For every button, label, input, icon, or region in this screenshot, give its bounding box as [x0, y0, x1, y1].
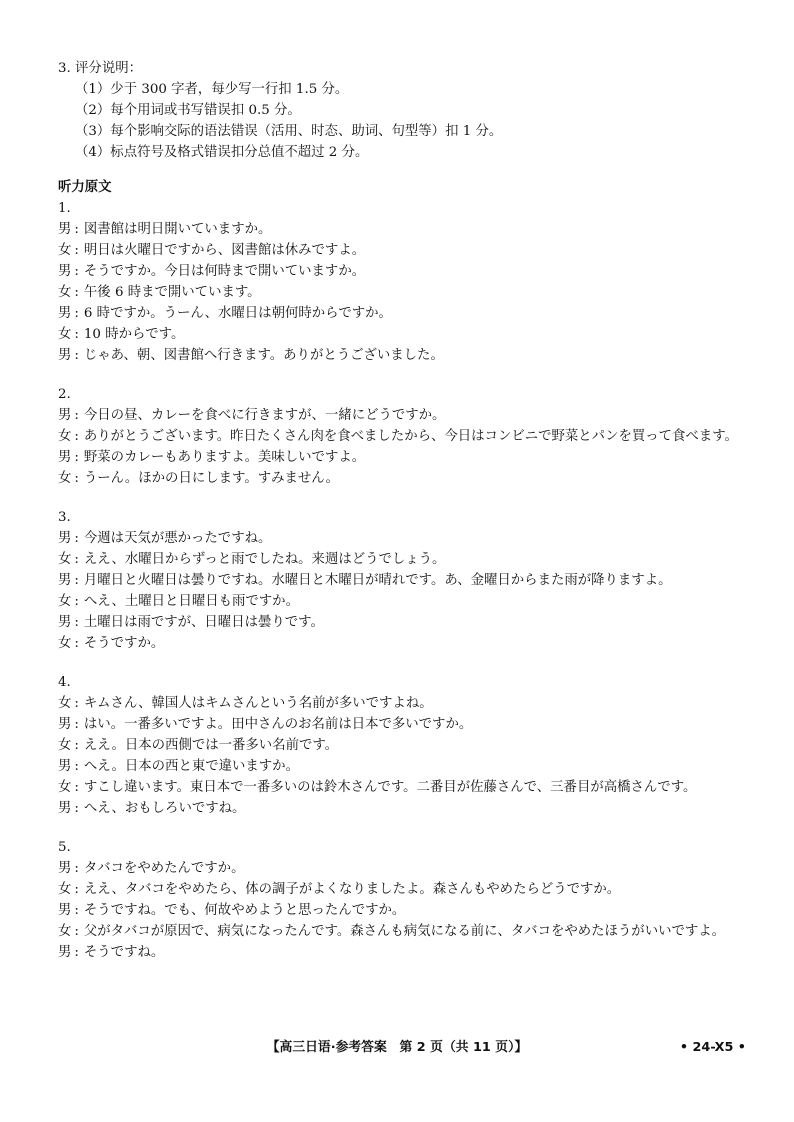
- utterance-text: ええ、タバコをやめたら、体の調子がよくなりましたよ。森さんもやめたらどうですか。: [83, 882, 621, 897]
- speaker-colon: :: [74, 615, 79, 630]
- utterance-text: そうですね。: [83, 945, 165, 960]
- utterance-text: はい。一番多いですよ。田中さんのお名前は日本で多いですか。: [83, 717, 473, 732]
- speaker-label: 女: [58, 552, 72, 567]
- speaker-colon: :: [74, 882, 79, 897]
- dialogue-line: [58, 942, 748, 963]
- speaker-colon: :: [74, 450, 79, 465]
- dialogue-line: [58, 468, 748, 489]
- speaker-colon: :: [74, 780, 79, 795]
- dialogue-block: [58, 198, 748, 366]
- dialogue-block: [58, 507, 748, 654]
- speaker-label: 男: [58, 759, 72, 774]
- utterance-text: そうですか。: [83, 636, 165, 651]
- dialogue-line: [58, 591, 748, 612]
- speaker-label: 男: [58, 222, 72, 237]
- speaker-label: 男: [58, 450, 72, 465]
- dialogue-block: [58, 384, 748, 489]
- dialogue-block: [58, 837, 748, 963]
- dialogue-line: [58, 219, 748, 240]
- dialogue-number: 4.: [58, 675, 71, 690]
- scoring-section: [58, 58, 748, 163]
- speaker-label: 男: [58, 801, 72, 816]
- speaker-label: 男: [58, 408, 72, 423]
- utterance-text: 土曜日は雨ですが、日曜日は曇りです。: [83, 615, 324, 630]
- dialogue-line: [58, 549, 748, 570]
- speaker-colon: :: [74, 759, 79, 774]
- utterance-text: 今日の昼、カレーを食べに行きますが、一緒にどうですか。: [83, 408, 446, 423]
- speaker-label: 男: [58, 717, 72, 732]
- dialogue-line: [58, 405, 748, 426]
- speaker-label: 女: [58, 594, 72, 609]
- speaker-colon: :: [74, 573, 79, 588]
- dialogue-line: [58, 633, 748, 654]
- utterance-text: 午後 6 時まで開いています。: [83, 285, 261, 300]
- speaker-colon: :: [74, 903, 79, 918]
- speaker-colon: :: [74, 429, 79, 444]
- speaker-label: 男: [58, 306, 72, 321]
- utterance-text: そうですか。今日は何時まで開いていますか。: [83, 264, 366, 279]
- speaker-colon: :: [74, 285, 79, 300]
- dialogue-line: [58, 798, 748, 819]
- utterance-text: 父がタバコが原因で、病気になったんです。森さんも病気になる前に、タバコをやめたほうがいいですよ。: [83, 924, 726, 939]
- dialogue-line: [58, 324, 748, 345]
- speaker-colon: :: [74, 636, 79, 651]
- scoring-item: （3）每个影响交际的语法错误（活用、时态、助词、句型等）扣 1 分。: [75, 124, 503, 139]
- speaker-label: 男: [58, 264, 72, 279]
- utterance-text: 今週は天気が悪かったですね。: [83, 531, 272, 546]
- speaker-colon: :: [74, 717, 79, 732]
- utterance-text: 明日は火曜日ですから、図書館は休みですよ。: [83, 243, 366, 258]
- dialogue-line: [58, 777, 748, 798]
- speaker-label: 男: [58, 861, 72, 876]
- speaker-colon: :: [74, 945, 79, 960]
- speaker-label: 女: [58, 429, 72, 444]
- speaker-colon: :: [74, 348, 79, 363]
- transcript-dialogues: [58, 198, 748, 963]
- dialogue-line: [58, 426, 748, 447]
- utterance-text: ありがとうございます。昨日たくさん肉を食べましたから、今日はコンビニで野菜とパンを買って食べます。: [83, 429, 738, 444]
- dialogue-line: [58, 879, 748, 900]
- dialogue-line: [58, 858, 748, 879]
- utterance-text: うーん。ほかの日にします。すみません。: [83, 471, 339, 486]
- utterance-text: すこし違います。東日本で一番多いのは鈴木さんです。二番目が佐藤さんで、三番目が高橋さんです。: [83, 780, 697, 795]
- speaker-colon: :: [74, 222, 79, 237]
- speaker-colon: :: [74, 243, 79, 258]
- utterance-text: ええ。日本の西側では一番多い名前です。: [83, 738, 339, 753]
- scoring-item: （1）少于 300 字者，每少写一行扣 1.5 分。: [75, 82, 349, 97]
- dialogue-line: [58, 921, 748, 942]
- dialogue-line: [58, 345, 748, 366]
- utterance-text: じゃあ、朝、図書館へ行きます。ありがとうございました。: [83, 348, 444, 363]
- speaker-colon: :: [74, 552, 79, 567]
- dialogue-line: [58, 282, 748, 303]
- dialogue-number: 3.: [58, 510, 71, 525]
- speaker-label: 女: [58, 882, 72, 897]
- utterance-text: タバコをやめたんですか。: [83, 861, 245, 876]
- dialogue-number: 1.: [58, 201, 71, 216]
- transcript-heading: 听力原文: [58, 180, 112, 195]
- dialogue-line: [58, 756, 748, 777]
- utterance-text: へえ、土曜日と日曜日も雨ですか。: [83, 594, 299, 609]
- speaker-label: 女: [58, 327, 72, 342]
- dialogue-line: [58, 612, 748, 633]
- speaker-label: 男: [58, 615, 72, 630]
- speaker-colon: :: [74, 801, 79, 816]
- speaker-label: 女: [58, 780, 72, 795]
- speaker-label: 男: [58, 573, 72, 588]
- speaker-label: 女: [58, 636, 72, 651]
- speaker-label: 女: [58, 285, 72, 300]
- dialogue-block: [58, 672, 748, 819]
- speaker-label: 女: [58, 696, 72, 711]
- speaker-colon: :: [74, 327, 79, 342]
- utterance-text: 図書館は明日開いていますか。: [83, 222, 272, 237]
- speaker-label: 男: [58, 531, 72, 546]
- speaker-colon: :: [74, 306, 79, 321]
- footer-page-info: 【高三日语·参考答案 第 2 页（共 11 页）】: [266, 1040, 528, 1055]
- speaker-label: 女: [58, 738, 72, 753]
- dialogue-line: [58, 900, 748, 921]
- utterance-text: ええ、水曜日からずっと雨でしたね。来週はどうでしょう。: [83, 552, 446, 567]
- utterance-text: 10 時からです。: [83, 327, 185, 342]
- speaker-colon: :: [74, 408, 79, 423]
- utterance-text: そうですね。でも、何故やめようと思ったんですか。: [83, 903, 406, 918]
- footer-code: • 24-X5 •: [679, 1040, 746, 1055]
- scoring-item: （2）每个用词或书写错误扣 0.5 分。: [75, 103, 301, 118]
- dialogue-line: [58, 735, 748, 756]
- dialogue-number: 2.: [58, 387, 71, 402]
- speaker-label: 女: [58, 924, 72, 939]
- page-content: [58, 58, 748, 963]
- speaker-label: 男: [58, 903, 72, 918]
- scoring-item: （4）标点符号及格式错误扣分总值不超过 2 分。: [75, 145, 369, 160]
- dialogue-line: [58, 693, 748, 714]
- speaker-colon: :: [74, 471, 79, 486]
- speaker-label: 男: [58, 348, 72, 363]
- dialogue-line: [58, 261, 748, 282]
- dialogue-line: [58, 528, 748, 549]
- speaker-colon: :: [74, 861, 79, 876]
- utterance-text: 野菜のカレーもありますよ。美味しいですよ。: [83, 450, 366, 465]
- speaker-colon: :: [74, 924, 79, 939]
- utterance-text: へえ、おもしろいですね。: [83, 801, 246, 816]
- utterance-text: キムさん、韓国人はキムさんという名前が多いですよね。: [83, 696, 433, 711]
- dialogue-line: [58, 570, 748, 591]
- speaker-colon: :: [74, 264, 79, 279]
- dialogue-line: [58, 447, 748, 468]
- utterance-text: 月曜日と火曜日は曇りですね。水曜日と木曜日が晴れです。あ、金曜日からまた雨が降りますよ。: [83, 573, 672, 588]
- speaker-label: 男: [58, 945, 72, 960]
- scoring-title: 3. 评分说明：: [58, 61, 142, 76]
- speaker-label: 女: [58, 243, 72, 258]
- speaker-colon: :: [74, 531, 79, 546]
- speaker-colon: :: [74, 738, 79, 753]
- utterance-text: へえ。日本の西と東で違いますか。: [83, 759, 299, 774]
- dialogue-line: [58, 240, 748, 261]
- speaker-colon: :: [74, 594, 79, 609]
- page-footer: [0, 1037, 794, 1059]
- dialogue-line: [58, 303, 748, 324]
- dialogue-line: [58, 714, 748, 735]
- dialogue-number: 5.: [58, 840, 71, 855]
- speaker-label: 女: [58, 471, 72, 486]
- speaker-colon: :: [74, 696, 79, 711]
- utterance-text: 6 時ですか。うーん、水曜日は朝何時からですか。: [83, 306, 392, 321]
